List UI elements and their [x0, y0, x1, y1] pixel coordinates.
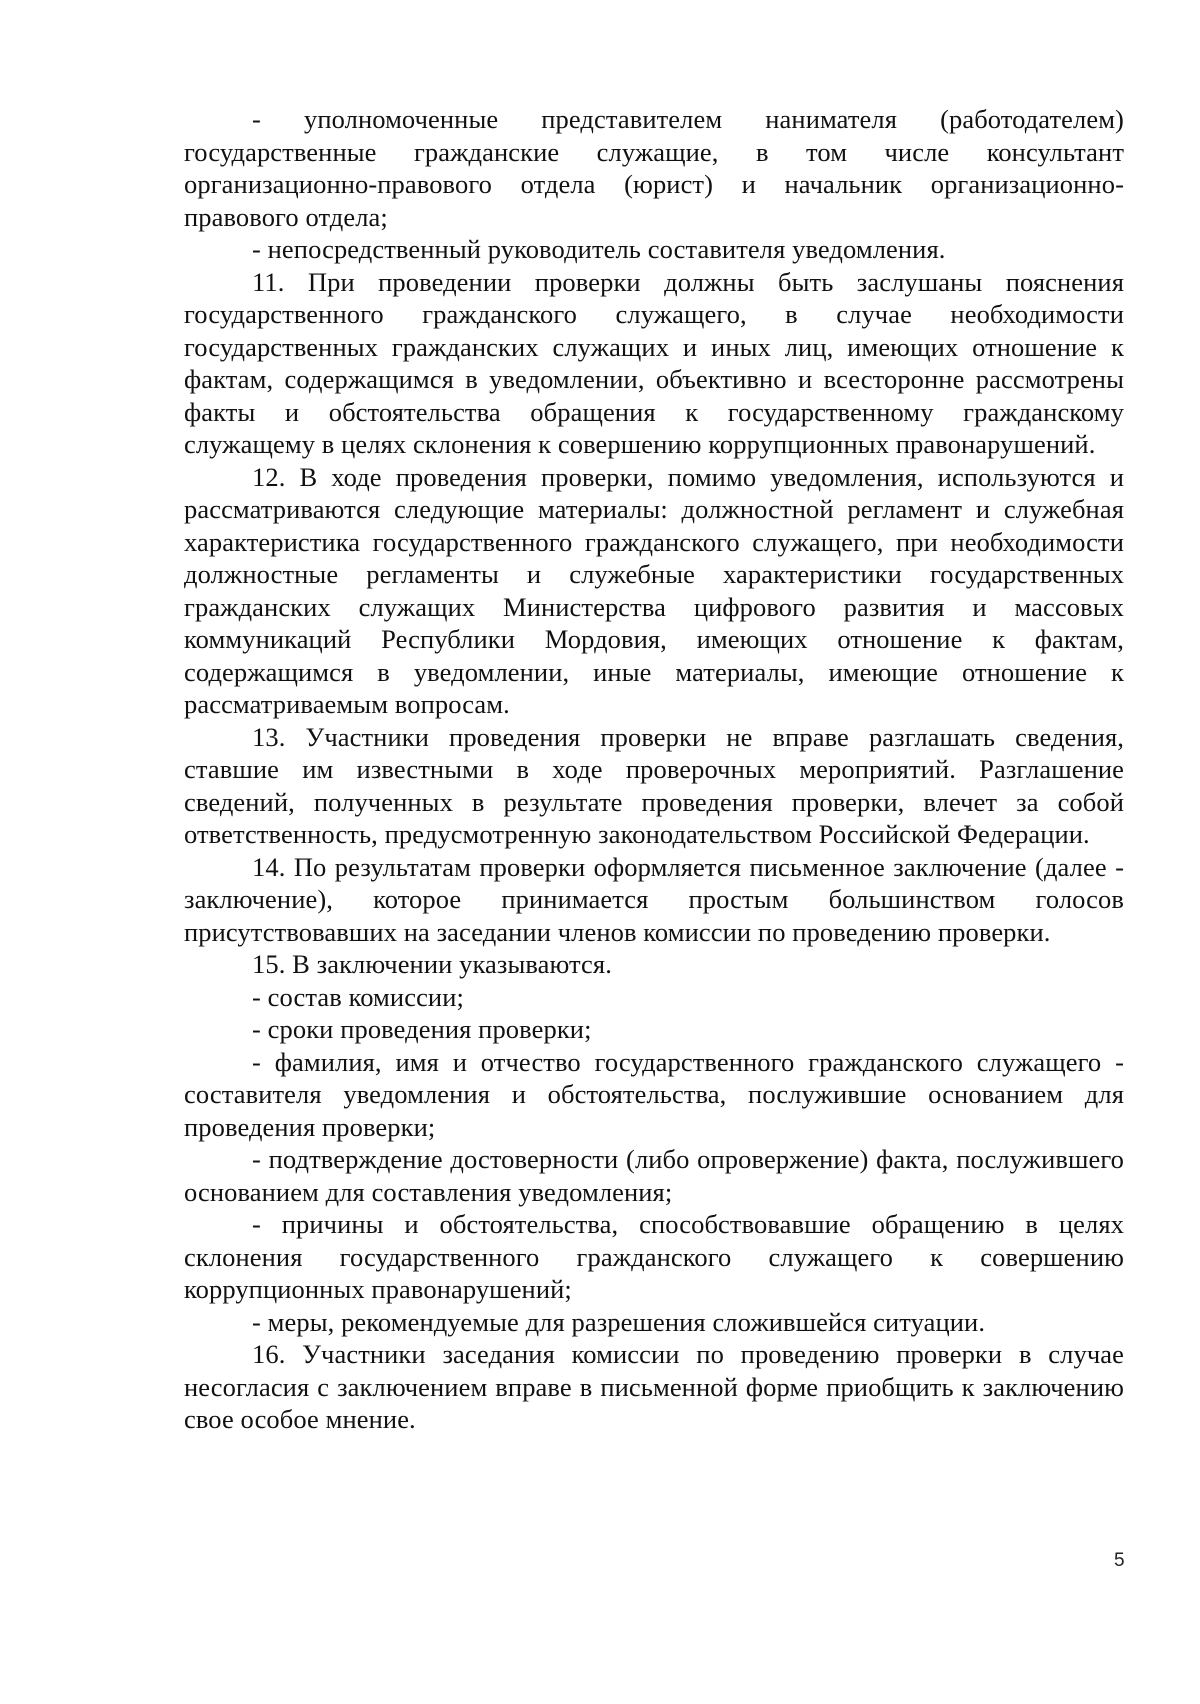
list-item-recommended-measures: - меры, рекомендуемые для разрешения сложившейся ситуации. — [252, 1306, 986, 1337]
paragraph-authorized-representatives: - уполномоченные представителем нанимателя (работодателем) государственные гражданские служащие, в том числе консультант организационно-правового отдела (юрист) и начальник организационно-правового отдела; — [184, 104, 1124, 232]
list-item-employee-name: - фамилия, имя и отчество государственного гражданского служащего - составителя уведомления и обстоятельства, послужившие основанием для проведения проверки; — [184, 1046, 1124, 1142]
page-number: 5 — [1114, 1550, 1125, 1571]
paragraph-direct-supervisor: - непосредственный руководитель составителя уведомления. — [252, 234, 946, 264]
list-item-inspection-dates: - сроки проведения проверки; — [252, 1014, 592, 1044]
paragraph-12: 12. В ходе проведения проверки, помимо уведомления, используются и рассматриваются следующие материалы: должностной регламент и служебная характеристика государственного гражданского служащего, при необходимости должностные регламенты и служебные характеристики государственных гражданских служащих Министерства цифрового развития и массовых коммуникаций Республики Мордовия, имеющих отношение к фактам, содержащимся в уведомлении, иные материалы, имеющие отношение к рассматриваемым вопросам. — [184, 461, 1124, 719]
paragraph-15: 15. В заключении указываются. — [252, 949, 612, 979]
list-item-commission-composition: - состав комиссии; — [252, 981, 464, 1012]
document-body — [184, 103, 1124, 1436]
paragraph-13: 13. Участники проведения проверки не вправе разглашать сведения, ставшие им известными в ходе проверочных мероприятий. Разглашение сведений, полученных в результате проведения проверки, влечет за собой ответственность, предусмотренную законодательством Российской Федерации. — [184, 721, 1124, 849]
list-item-fact-confirmation: - подтверждение достоверности (либо опровержение) факта, послужившего основанием для составления уведомления; — [184, 1144, 1124, 1207]
paragraph-16: 16. Участники заседания комиссии по проведению проверки в случае несогласия с заключением вправе в письменной форме приобщить к заключению свое особое мнение. — [184, 1339, 1124, 1434]
list-item-causes: - причины и обстоятельства, способствовавшие обращению в целях склонения государственного гражданского служащего к совершению коррупционных правонарушений; — [184, 1209, 1124, 1304]
paragraph-11: 11. При проведении проверки должны быть заслушаны пояснения государственного гражданского служащего, в случае необходимости государственных гражданских служащих и иных лиц, имеющих отношение к фактам, содержащимся в уведомлении, объективно и всесторонне рассмотрены факты и обстоятельства обращения к государственному гражданскому служащему в целях склонения к совершению коррупционных правонарушений. — [184, 266, 1124, 459]
paragraph-14: 14. По результатам проверки оформляется письменное заключение (далее - заключение), которое принимается простым большинством голосов присутствовавших на заседании членов комиссии по проведению проверки. — [184, 851, 1124, 947]
